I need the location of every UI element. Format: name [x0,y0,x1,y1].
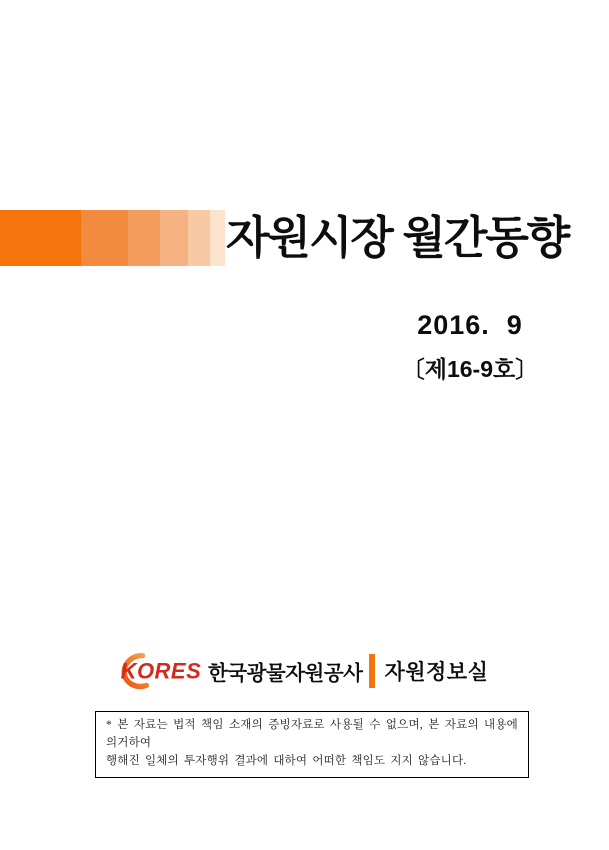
disclaimer-box [95,711,529,778]
gradient-segment [81,210,128,266]
kores-wordmark: KORES [120,658,202,684]
publisher-row [106,648,488,694]
divider-bar [369,654,375,688]
gradient-segment [188,210,210,266]
dept-name: 자원정보실 [384,661,489,684]
gradient-segment [210,210,225,266]
disclaimer-line-2: 행해진 일체의 투자행위 결과에 대하여 어떠한 책임도 지지 않습니다. [106,754,467,767]
gradient-segment [0,210,81,266]
kores-logo [106,649,206,693]
issue-date: 2016. 9 [417,310,523,340]
date-block [325,310,609,384]
org-name: 한국광물자원공사 [208,662,363,685]
gradient-segment [160,210,188,266]
gradient-segment [128,210,160,266]
disclaimer-line-1: * 본 자료는 법적 책임 소재의 증빙자료로 사용될 수 없으며, 본 자료의 내용에 의거하여 [106,719,518,749]
issue-number: 〔제16-9호〕 [401,356,539,382]
page-title: 자원시장 월간동향 [226,212,569,263]
title-banner [0,210,225,266]
